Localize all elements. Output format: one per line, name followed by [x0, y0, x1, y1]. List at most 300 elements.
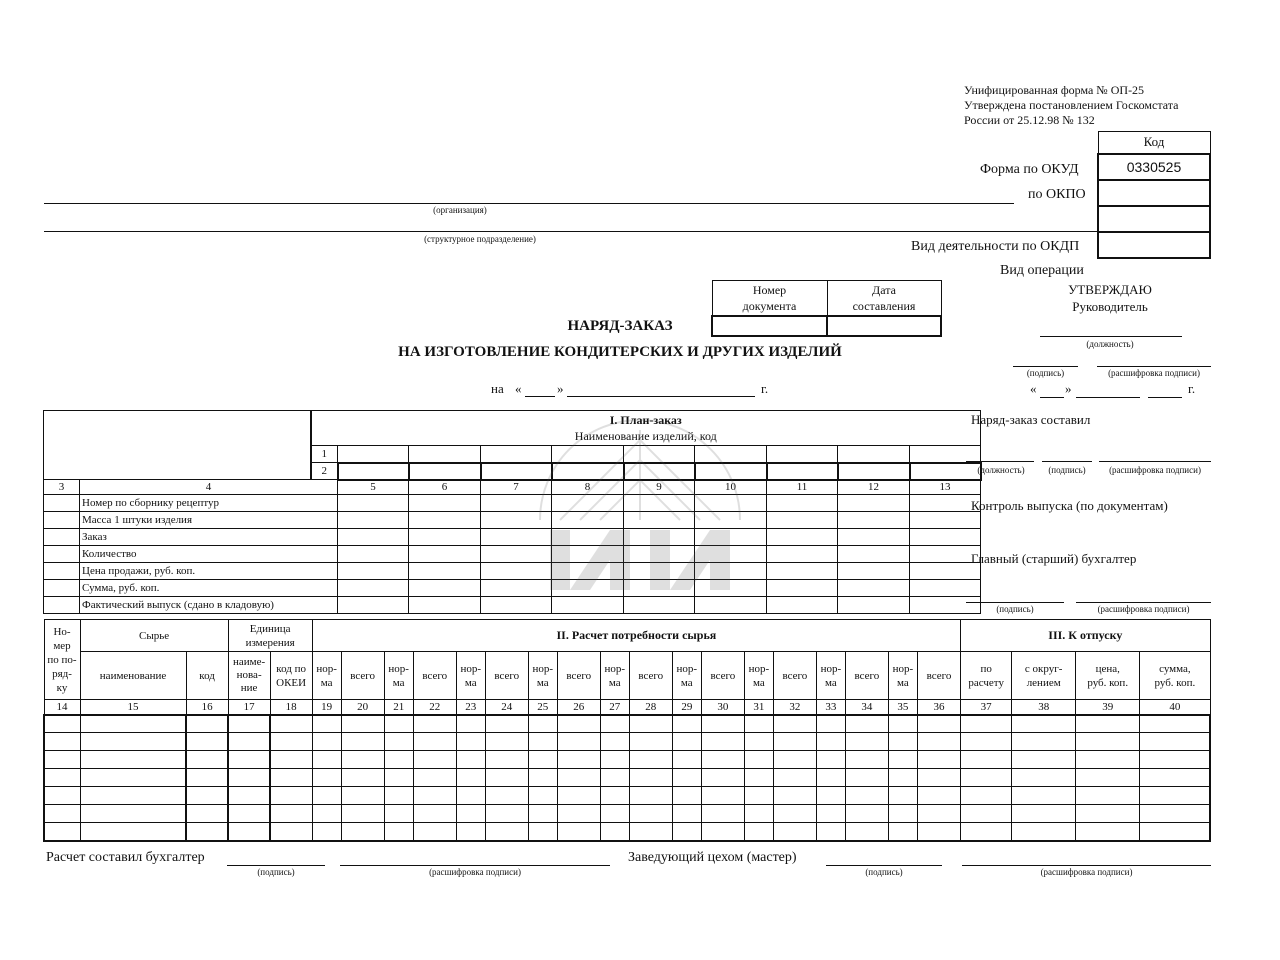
table-cell[interactable] [773, 805, 816, 823]
table-cell[interactable] [485, 769, 528, 787]
table-cell[interactable] [1076, 769, 1140, 787]
table-cell[interactable] [816, 787, 845, 805]
plan-cell[interactable] [838, 580, 910, 597]
table-cell[interactable] [701, 787, 744, 805]
table-cell[interactable] [888, 751, 917, 769]
plan-cell[interactable] [338, 546, 409, 563]
table-cell[interactable] [80, 769, 186, 787]
plan-cell[interactable] [338, 597, 409, 614]
table-cell[interactable] [44, 751, 80, 769]
table-cell[interactable] [629, 823, 672, 841]
table-cell[interactable] [773, 733, 816, 751]
table-cell[interactable] [80, 715, 186, 733]
table-cell[interactable] [744, 769, 773, 787]
table-cell[interactable] [485, 715, 528, 733]
approve-year-line[interactable] [1148, 397, 1182, 398]
table-cell[interactable] [312, 823, 341, 841]
table-cell[interactable] [341, 823, 384, 841]
plan-cell[interactable] [409, 495, 481, 512]
table-cell[interactable] [744, 715, 773, 733]
table-cell[interactable] [384, 715, 413, 733]
plan-cell[interactable] [910, 529, 981, 546]
table-cell[interactable] [773, 715, 816, 733]
table-cell[interactable] [413, 733, 456, 751]
table-cell[interactable] [701, 733, 744, 751]
table-cell[interactable] [744, 787, 773, 805]
table-cell[interactable] [270, 751, 312, 769]
doc-number-field[interactable] [712, 316, 827, 336]
head-decode-line[interactable] [962, 865, 1211, 866]
plan-cell[interactable] [481, 580, 552, 597]
table-cell[interactable] [270, 733, 312, 751]
table-cell[interactable] [528, 751, 557, 769]
plan-cell[interactable] [481, 529, 552, 546]
plan-cell[interactable] [767, 546, 838, 563]
table-cell[interactable] [888, 733, 917, 751]
table-cell[interactable] [888, 823, 917, 841]
table-cell[interactable] [186, 733, 228, 751]
table-cell[interactable] [528, 769, 557, 787]
table-cell[interactable] [44, 805, 80, 823]
plan-cell[interactable] [767, 580, 838, 597]
table-cell[interactable] [80, 823, 186, 841]
table-cell[interactable] [44, 733, 80, 751]
table-cell[interactable] [312, 733, 341, 751]
plan-cell[interactable] [552, 512, 624, 529]
table-cell[interactable] [845, 733, 888, 751]
operation-code-field[interactable] [1098, 232, 1210, 258]
table-cell[interactable] [816, 751, 845, 769]
table-cell[interactable] [845, 769, 888, 787]
table-cell[interactable] [80, 733, 186, 751]
plan-r1-c5[interactable] [338, 446, 409, 463]
title-day-line[interactable] [525, 396, 555, 397]
table-cell[interactable] [816, 805, 845, 823]
plan-cell[interactable] [695, 597, 767, 614]
table-cell[interactable] [186, 715, 228, 733]
okud-code[interactable]: 0330525 [1098, 154, 1210, 180]
plan-r1-c11[interactable] [767, 446, 838, 463]
table-cell[interactable] [961, 805, 1012, 823]
table-cell[interactable] [312, 787, 341, 805]
organization-line[interactable] [44, 203, 1014, 204]
table-cell[interactable] [270, 805, 312, 823]
plan-r1-c10[interactable] [695, 446, 767, 463]
table-cell[interactable] [1012, 805, 1076, 823]
table-cell[interactable] [312, 769, 341, 787]
table-cell[interactable] [961, 769, 1012, 787]
approve-decode-line[interactable] [1097, 366, 1211, 367]
table-cell[interactable] [1012, 751, 1076, 769]
table-cell[interactable] [341, 805, 384, 823]
table-cell[interactable] [701, 715, 744, 733]
plan-cell[interactable] [910, 580, 981, 597]
plan-cell[interactable] [624, 529, 695, 546]
table-cell[interactable] [672, 823, 701, 841]
title-month-line[interactable] [567, 396, 755, 397]
table-cell[interactable] [384, 751, 413, 769]
plan-cell[interactable] [552, 597, 624, 614]
table-cell[interactable] [528, 715, 557, 733]
table-cell[interactable] [1012, 715, 1076, 733]
table-cell[interactable] [701, 751, 744, 769]
table-cell[interactable] [228, 769, 270, 787]
plan-r2-c12[interactable] [838, 463, 910, 480]
chief-decode-line[interactable] [1076, 602, 1211, 603]
table-cell[interactable] [456, 733, 485, 751]
plan-cell[interactable] [695, 529, 767, 546]
plan-cell[interactable] [695, 495, 767, 512]
table-cell[interactable] [228, 751, 270, 769]
table-cell[interactable] [701, 769, 744, 787]
table-cell[interactable] [961, 751, 1012, 769]
table-cell[interactable] [600, 805, 629, 823]
table-cell[interactable] [485, 805, 528, 823]
plan-r2-c10[interactable] [695, 463, 767, 480]
plan-cell[interactable] [838, 495, 910, 512]
plan-cell[interactable] [910, 546, 981, 563]
table-cell[interactable] [341, 769, 384, 787]
table-cell[interactable] [600, 769, 629, 787]
table-cell[interactable] [744, 805, 773, 823]
plan-cell[interactable] [910, 597, 981, 614]
table-cell[interactable] [744, 733, 773, 751]
table-cell[interactable] [845, 787, 888, 805]
table-cell[interactable] [228, 715, 270, 733]
plan-cell[interactable] [481, 597, 552, 614]
table-cell[interactable] [888, 769, 917, 787]
table-cell[interactable] [1140, 787, 1210, 805]
table-cell[interactable] [917, 805, 960, 823]
table-cell[interactable] [961, 715, 1012, 733]
plan-cell[interactable] [695, 512, 767, 529]
plan-cell[interactable] [409, 563, 481, 580]
plan-row-cell[interactable] [44, 597, 80, 614]
table-cell[interactable] [600, 787, 629, 805]
table-cell[interactable] [1140, 733, 1210, 751]
plan-cell[interactable] [910, 563, 981, 580]
plan-cell[interactable] [338, 529, 409, 546]
table-cell[interactable] [961, 823, 1012, 841]
table-cell[interactable] [228, 787, 270, 805]
table-cell[interactable] [845, 823, 888, 841]
table-cell[interactable] [186, 787, 228, 805]
table-cell[interactable] [773, 751, 816, 769]
plan-cell[interactable] [552, 563, 624, 580]
table-cell[interactable] [485, 823, 528, 841]
table-cell[interactable] [557, 715, 600, 733]
table-cell[interactable] [629, 787, 672, 805]
table-cell[interactable] [888, 787, 917, 805]
table-cell[interactable] [341, 751, 384, 769]
plan-r2-c13[interactable] [910, 463, 981, 480]
plan-cell[interactable] [624, 495, 695, 512]
plan-cell[interactable] [624, 597, 695, 614]
table-cell[interactable] [816, 715, 845, 733]
table-cell[interactable] [557, 805, 600, 823]
plan-r2-c9[interactable] [624, 463, 695, 480]
plan-cell[interactable] [409, 512, 481, 529]
table-cell[interactable] [413, 823, 456, 841]
table-cell[interactable] [701, 823, 744, 841]
table-cell[interactable] [528, 733, 557, 751]
plan-row-cell[interactable] [44, 546, 80, 563]
plan-cell[interactable] [767, 512, 838, 529]
okdp-code-field[interactable] [1098, 206, 1210, 232]
table-cell[interactable] [888, 805, 917, 823]
table-cell[interactable] [270, 787, 312, 805]
plan-cell[interactable] [481, 495, 552, 512]
table-cell[interactable] [186, 823, 228, 841]
table-cell[interactable] [384, 787, 413, 805]
table-cell[interactable] [384, 733, 413, 751]
plan-cell[interactable] [767, 495, 838, 512]
table-cell[interactable] [1012, 733, 1076, 751]
table-cell[interactable] [917, 769, 960, 787]
approve-signature-line[interactable] [1013, 366, 1078, 367]
table-cell[interactable] [557, 733, 600, 751]
table-cell[interactable] [917, 733, 960, 751]
approve-day-line[interactable] [1040, 397, 1064, 398]
composed-signature-line[interactable] [1042, 461, 1092, 462]
table-cell[interactable] [557, 787, 600, 805]
plan-cell[interactable] [481, 512, 552, 529]
plan-r1-c6[interactable] [409, 446, 481, 463]
table-cell[interactable] [557, 823, 600, 841]
table-cell[interactable] [557, 769, 600, 787]
plan-cell[interactable] [409, 597, 481, 614]
plan-row-cell[interactable] [44, 563, 80, 580]
plan-cell[interactable] [624, 580, 695, 597]
table-cell[interactable] [744, 751, 773, 769]
plan-r1-c9[interactable] [624, 446, 695, 463]
plan-r2-c8[interactable] [552, 463, 624, 480]
plan-r2-c6[interactable] [409, 463, 481, 480]
plan-cell[interactable] [552, 580, 624, 597]
table-cell[interactable] [845, 715, 888, 733]
plan-cell[interactable] [409, 529, 481, 546]
table-cell[interactable] [80, 751, 186, 769]
plan-cell[interactable] [624, 546, 695, 563]
table-cell[interactable] [413, 787, 456, 805]
table-cell[interactable] [1140, 769, 1210, 787]
table-cell[interactable] [485, 787, 528, 805]
table-cell[interactable] [44, 715, 80, 733]
plan-cell[interactable] [624, 563, 695, 580]
plan-cell[interactable] [338, 563, 409, 580]
table-cell[interactable] [744, 823, 773, 841]
table-cell[interactable] [456, 751, 485, 769]
table-cell[interactable] [1140, 805, 1210, 823]
table-cell[interactable] [672, 805, 701, 823]
table-cell[interactable] [600, 823, 629, 841]
plan-r1-c8[interactable] [552, 446, 624, 463]
table-cell[interactable] [917, 823, 960, 841]
plan-r1-c7[interactable] [481, 446, 552, 463]
table-cell[interactable] [629, 751, 672, 769]
plan-r1-c12[interactable] [838, 446, 910, 463]
table-cell[interactable] [528, 787, 557, 805]
table-cell[interactable] [672, 787, 701, 805]
okpo-code-field[interactable] [1098, 180, 1210, 206]
table-cell[interactable] [1076, 751, 1140, 769]
table-cell[interactable] [413, 805, 456, 823]
plan-cell[interactable] [838, 563, 910, 580]
table-cell[interactable] [456, 805, 485, 823]
plan-cell[interactable] [338, 495, 409, 512]
table-cell[interactable] [186, 769, 228, 787]
table-cell[interactable] [186, 805, 228, 823]
table-cell[interactable] [80, 787, 186, 805]
approve-position-line[interactable] [1040, 336, 1182, 337]
table-cell[interactable] [228, 823, 270, 841]
plan-r2-c5[interactable] [338, 463, 409, 480]
plan-r2-c7[interactable] [481, 463, 552, 480]
table-cell[interactable] [341, 733, 384, 751]
table-cell[interactable] [528, 823, 557, 841]
table-cell[interactable] [672, 733, 701, 751]
plan-cell[interactable] [695, 546, 767, 563]
table-cell[interactable] [629, 715, 672, 733]
table-cell[interactable] [600, 733, 629, 751]
head-signature-line[interactable] [826, 865, 942, 866]
table-cell[interactable] [600, 751, 629, 769]
accountant-decode-line[interactable] [340, 865, 610, 866]
table-cell[interactable] [888, 715, 917, 733]
table-cell[interactable] [773, 787, 816, 805]
approve-month-line[interactable] [1076, 397, 1140, 398]
table-cell[interactable] [773, 823, 816, 841]
plan-cell[interactable] [695, 580, 767, 597]
plan-row-cell[interactable] [44, 495, 80, 512]
table-cell[interactable] [1012, 823, 1076, 841]
table-cell[interactable] [44, 823, 80, 841]
plan-cell[interactable] [767, 563, 838, 580]
plan-cell[interactable] [838, 546, 910, 563]
table-cell[interactable] [917, 787, 960, 805]
table-cell[interactable] [816, 769, 845, 787]
plan-cell[interactable] [338, 580, 409, 597]
table-cell[interactable] [270, 823, 312, 841]
table-cell[interactable] [312, 715, 341, 733]
table-cell[interactable] [845, 805, 888, 823]
table-cell[interactable] [1140, 751, 1210, 769]
table-cell[interactable] [485, 751, 528, 769]
table-cell[interactable] [341, 715, 384, 733]
plan-cell[interactable] [624, 512, 695, 529]
table-cell[interactable] [1076, 787, 1140, 805]
plan-row-cell[interactable] [44, 512, 80, 529]
table-cell[interactable] [557, 751, 600, 769]
table-cell[interactable] [845, 751, 888, 769]
table-cell[interactable] [1012, 769, 1076, 787]
plan-cell[interactable] [838, 529, 910, 546]
table-cell[interactable] [228, 733, 270, 751]
accountant-signature-line[interactable] [227, 865, 325, 866]
table-cell[interactable] [485, 733, 528, 751]
table-cell[interactable] [961, 787, 1012, 805]
table-cell[interactable] [456, 787, 485, 805]
composed-decode-line[interactable] [1099, 461, 1211, 462]
table-cell[interactable] [773, 769, 816, 787]
table-cell[interactable] [672, 751, 701, 769]
table-cell[interactable] [44, 787, 80, 805]
table-cell[interactable] [629, 733, 672, 751]
table-cell[interactable] [672, 715, 701, 733]
table-cell[interactable] [270, 715, 312, 733]
plan-r2-c11[interactable] [767, 463, 838, 480]
plan-cell[interactable] [552, 529, 624, 546]
plan-r1-c13[interactable] [910, 446, 981, 463]
table-cell[interactable] [917, 715, 960, 733]
table-cell[interactable] [816, 823, 845, 841]
table-cell[interactable] [384, 805, 413, 823]
table-cell[interactable] [672, 769, 701, 787]
plan-row-cell[interactable] [44, 580, 80, 597]
table-cell[interactable] [1140, 715, 1210, 733]
plan-cell[interactable] [409, 546, 481, 563]
table-cell[interactable] [312, 805, 341, 823]
table-cell[interactable] [528, 805, 557, 823]
plan-cell[interactable] [409, 580, 481, 597]
table-cell[interactable] [1076, 715, 1140, 733]
table-cell[interactable] [228, 805, 270, 823]
table-cell[interactable] [456, 715, 485, 733]
plan-cell[interactable] [552, 546, 624, 563]
table-cell[interactable] [629, 769, 672, 787]
table-cell[interactable] [961, 733, 1012, 751]
table-cell[interactable] [270, 769, 312, 787]
table-cell[interactable] [413, 769, 456, 787]
table-cell[interactable] [341, 787, 384, 805]
table-cell[interactable] [413, 715, 456, 733]
table-cell[interactable] [600, 715, 629, 733]
plan-cell[interactable] [695, 563, 767, 580]
table-cell[interactable] [1012, 787, 1076, 805]
plan-cell[interactable] [481, 546, 552, 563]
table-cell[interactable] [917, 751, 960, 769]
table-cell[interactable] [312, 751, 341, 769]
table-cell[interactable] [80, 805, 186, 823]
plan-row-cell[interactable] [44, 529, 80, 546]
table-cell[interactable] [384, 823, 413, 841]
table-cell[interactable] [186, 751, 228, 769]
doc-date-field[interactable] [827, 316, 941, 336]
plan-cell[interactable] [767, 529, 838, 546]
plan-cell[interactable] [910, 495, 981, 512]
plan-cell[interactable] [338, 512, 409, 529]
table-cell[interactable] [456, 823, 485, 841]
plan-cell[interactable] [910, 512, 981, 529]
plan-cell[interactable] [481, 563, 552, 580]
table-cell[interactable] [1076, 823, 1140, 841]
table-cell[interactable] [1076, 733, 1140, 751]
plan-cell[interactable] [838, 512, 910, 529]
table-cell[interactable] [701, 805, 744, 823]
plan-cell[interactable] [552, 495, 624, 512]
table-cell[interactable] [384, 769, 413, 787]
table-cell[interactable] [1076, 805, 1140, 823]
table-cell[interactable] [1140, 823, 1210, 841]
division-line[interactable] [44, 231, 1097, 232]
table-cell[interactable] [44, 769, 80, 787]
plan-cell[interactable] [838, 597, 910, 614]
table-cell[interactable] [629, 805, 672, 823]
table-cell[interactable] [413, 751, 456, 769]
plan-cell[interactable] [767, 597, 838, 614]
table-cell[interactable] [456, 769, 485, 787]
table-cell[interactable] [816, 733, 845, 751]
